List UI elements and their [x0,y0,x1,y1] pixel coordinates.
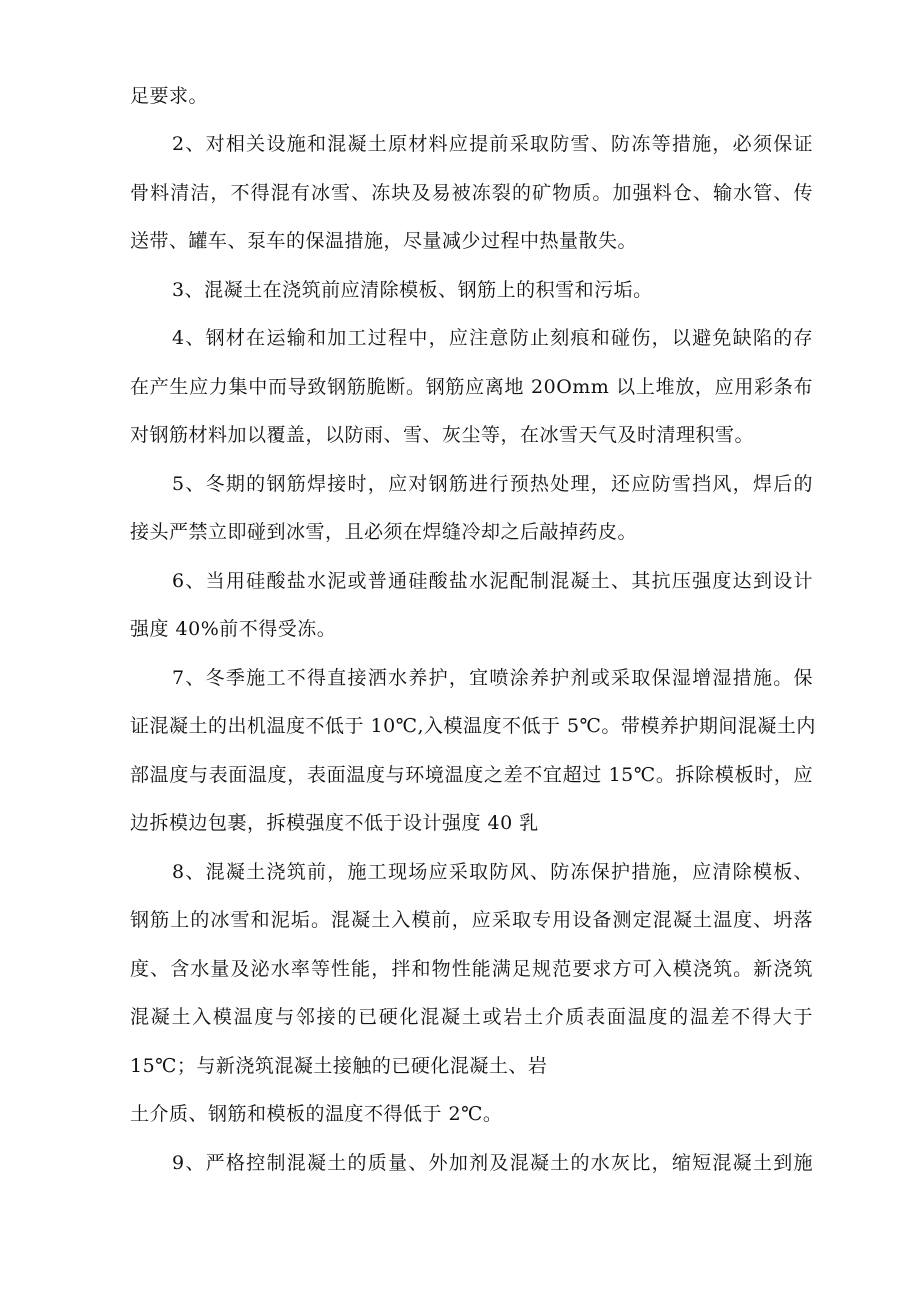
item-4-line-1: 4、钢材在运输和加工过程中，应注意防止刻痕和碰伤，以避免缺陷的存 [172,327,813,349]
item-3-line-1: 3、混凝土在浇筑前应清除模板、钢筋上的积雪和污垢。 [172,279,653,301]
item-8-line-2: 钢筋上的冰雪和泥垢。混凝土入模前，应采取专用设备测定混凝土温度、坍落 [130,909,813,931]
item-6-line-2: 强度 40%前不得受冻。 [130,618,337,640]
item-4-line-3: 对钢筋材料加以覆盖，以防雨、雪、灰尘等，在冰雪天气及时清理积雪。 [130,424,755,446]
item-6-line-1: 6、当用硅酸盐水泥或普通硅酸盐水泥配制混凝土、其抗压强度达到设计 [172,570,813,592]
item-2-line-3: 送带、罐车、泵车的保温措施，尽量减少过程中热量散失。 [130,230,638,252]
item-2-line-2: 骨料清洁，不得混有冰雪、冻块及易被冻裂的矿物质。加强料仓、输水管、传 [130,182,813,204]
item-7-line-3: 部温度与表面温度，表面温度与环境温度之差不宜超过 15℃。拆除模板时，应 [130,764,813,786]
item-5-line-1: 5、冬期的钢筋焊接时，应对钢筋进行预热处理，还应防雪挡风，焊后的 [172,473,813,495]
item-7-line-4: 边拆模边包裹，拆模强度不低于设计强度 40 乳 [130,812,539,834]
item-8-line-3: 度、含水量及泌水率等性能，拌和物性能满足规范要求方可入模浇筑。新浇筑 [130,958,813,980]
item-5-line-2: 接头严禁立即碰到冰雪，且必须在焊缝冷却之后敲掉药皮。 [130,521,638,543]
item-7-line-1: 7、冬季施工不得直接洒水养护，宜喷涂养护剂或采取保湿增湿措施。保 [172,667,813,689]
item-8-line-6: 土介质、钢筋和模板的温度不得低于 2℃。 [130,1103,503,1125]
item-9-line-1: 9、严格控制混凝土的质量、外加剂及混凝土的水灰比，缩短混凝土到施 [172,1152,813,1174]
item-8-line-5: 15℃；与新浇筑混凝土接触的已硬化混凝土、岩 [130,1055,548,1077]
item-8-line-1: 8、混凝土浇筑前，施工现场应采取防风、防冻保护措施，应清除模板、 [172,861,813,883]
text-line-continuation: 足要求。 [130,85,209,107]
item-8-line-4: 混凝土入模温度与邻接的已硬化混凝土或岩土介质表面温度的温差不得大于 [130,1006,813,1028]
item-2-line-1: 2、对相关设施和混凝土原材料应提前采取防雪、防冻等措施，必须保证 [172,133,813,155]
item-4-line-2: 在产生应力集中而导致钢筋脆断。钢筋应离地 20Omm 以上堆放，应用彩条布 [130,376,813,398]
item-7-line-2: 证混凝土的出机温度不低于 10℃,入模温度不低于 5℃。带模养护期间混凝土内 [130,715,816,737]
